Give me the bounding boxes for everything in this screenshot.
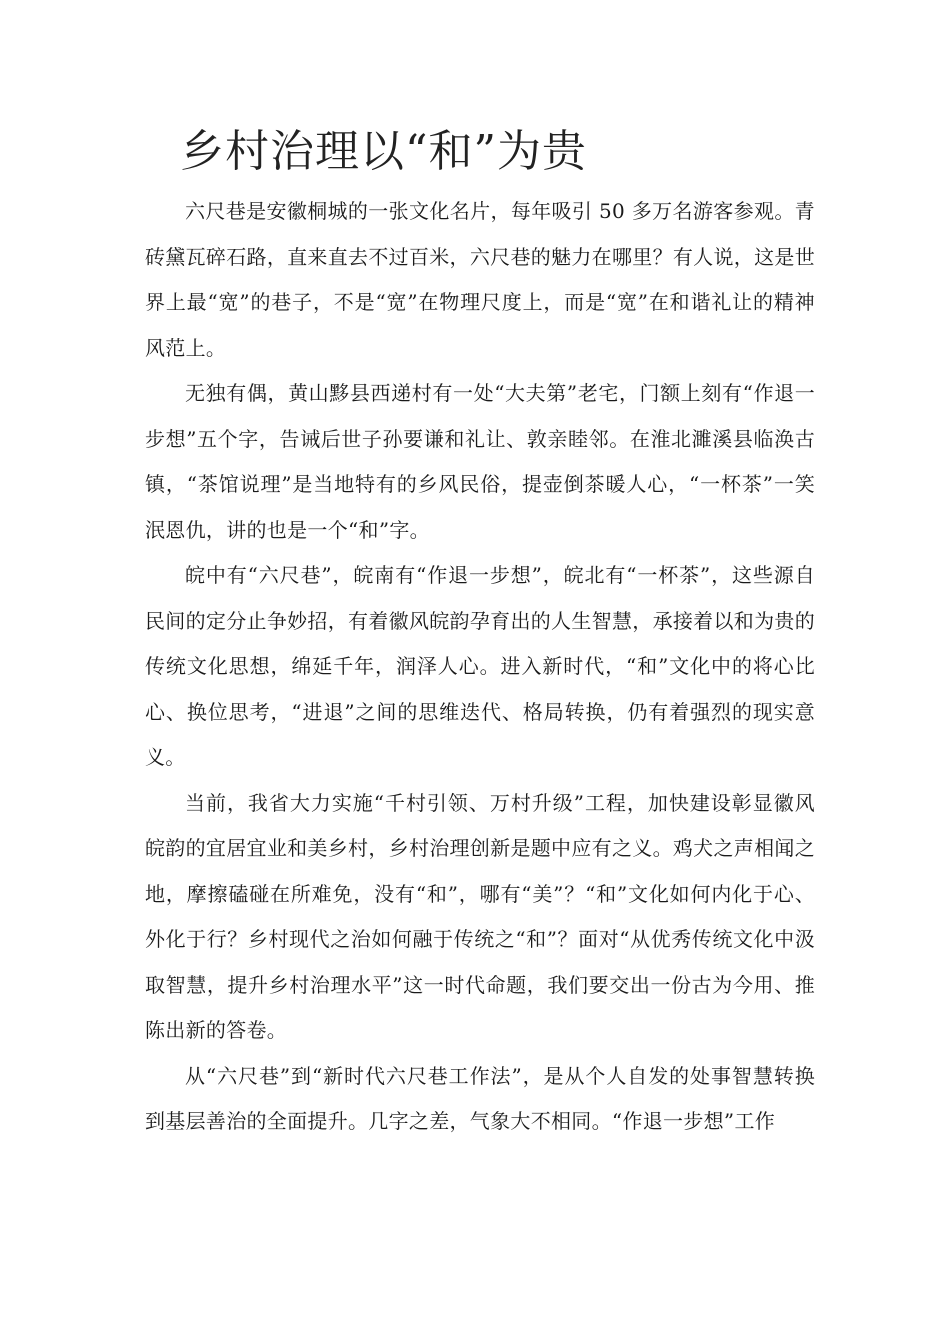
paragraph-5: 从“六尺巷”到“新时代六尺巷工作法”，是从个人自发的处事智慧转换到基层善治的全面提升。几字之差，气象大不相同。“作退一步想”工作 <box>145 1063 815 1133</box>
article-title: 乡村治理以“和”为贵 <box>180 126 587 177</box>
article-body <box>145 189 815 1145</box>
paragraph-2: 无独有偶，黄山黟县西递村有一处“大夫第”老宅，门额上刻有“作退一步想”五个字，告诫后世子孙要谦和礼让、敦亲睦邻。在淮北濉溪县临涣古镇，“茶馆说理”是当地特有的乡风民俗，提壶倒茶暖人心，“一杯茶”一笑泯恩仇，讲的也是一个“和”字。 <box>145 381 815 542</box>
paragraph-3: 皖中有“六尺巷”，皖南有“作退一步想”，皖北有“一杯茶”，这些源自民间的定分止争妙招，有着徽风皖韵孕育出的人生智慧，承接着以和为贵的传统文化思想，绵延千年，润泽人心。进入新时代，“和”文化中的将心比心、换位思考，“进退”之间的思维迭代、格局转换，仍有着强烈的现实意义。 <box>145 563 815 769</box>
paragraph-1: 六尺巷是安徽桐城的一张文化名片，每年吸引 50 多万名游客参观。青砖黛瓦碎石路，直来直去不过百米，六尺巷的魅力在哪里？有人说，这是世界上最“宽”的巷子，不是“宽”在物理尺度上，而是“宽”在和谐礼让的精神风范上。 <box>145 199 815 360</box>
paragraph-4: 当前，我省大力实施“千村引领、万村升级”工程，加快建设彰显徽风皖韵的宜居宜业和美乡村，乡村治理创新是题中应有之义。鸡犬之声相闻之地，摩擦磕碰在所难免，没有“和”，哪有“美”？“和”文化如何内化于心、外化于行？乡村现代之治如何融于传统之“和”？面对“从优秀传统文化中汲取智慧，提升乡村治理水平”这一时代命题，我们要交出一份古为今用、推陈出新的答卷。 <box>145 790 815 1042</box>
